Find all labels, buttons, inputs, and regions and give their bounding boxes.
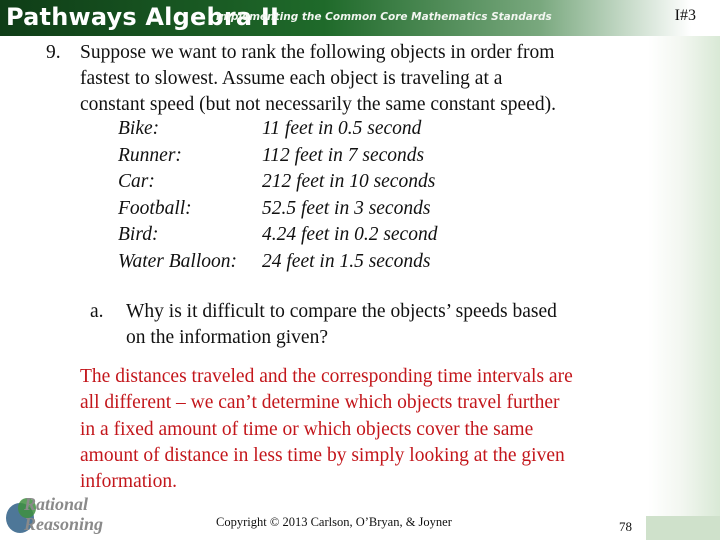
part-a-label: a. [90,301,104,322]
slide-id: I#3 [674,7,696,24]
object-description: 112 feet in 7 seconds [262,144,425,166]
answer-line: The distances traveled and the corresponding time intervals are [80,366,573,387]
copyright-notice: Copyright © 2013 Carlson, O’Bryan, & Joyner [216,515,452,529]
object-description: 4.24 feet in 0.2 second [262,224,438,245]
object-description: 24 feet in 1.5 seconds [262,250,431,272]
object-description: 212 feet in 10 seconds [262,171,436,192]
answer-line: in a fixed amount of time or which objects cover the same [80,418,534,440]
answer-line: amount of distance in less time by simply looking at the given [80,444,565,466]
course-title: Pathways Algebra II [6,3,280,31]
object-name: Runner: [118,144,182,166]
rational-reasoning-logo [4,490,130,536]
part-a-text [126,299,686,351]
logo-text-rational: Rational [24,494,89,514]
question-line: Suppose we want to rank the following objects in order from [80,42,555,63]
question-text [80,40,650,118]
part-a-line: on the information given? [126,327,328,348]
answer-text [80,364,646,495]
decorative-side-stripe [648,36,720,540]
question-line: constant speed (but not necessarily the same constant speed). [80,94,556,115]
decorative-corner [646,516,720,540]
object-name: Bike: [118,118,160,139]
object-name: Football: [118,197,192,219]
answer-line: all different – we can’t determine which objects travel further [80,392,560,414]
object-description: 52.5 feet in 3 seconds [262,197,431,219]
object-description: 11 feet in 0.5 second [262,118,422,139]
object-name: Car: [118,171,155,192]
question-line: fastest to slowest. Assume each object is traveling at a [80,68,503,89]
object-name: Bird: [118,224,159,245]
logo-text-reasoning: Reasoning [24,514,104,534]
page-number: 78 [619,519,632,534]
course-subtitle: Implementing the Common Core Mathematics Standards [216,11,552,23]
part-a-line: Why is it difficult to compare the objects’ speeds based [126,301,557,322]
object-name: Water Balloon: [118,250,237,272]
question-number: 9. [46,42,61,63]
answer-line: information. [80,471,177,493]
header-banner [0,0,720,36]
